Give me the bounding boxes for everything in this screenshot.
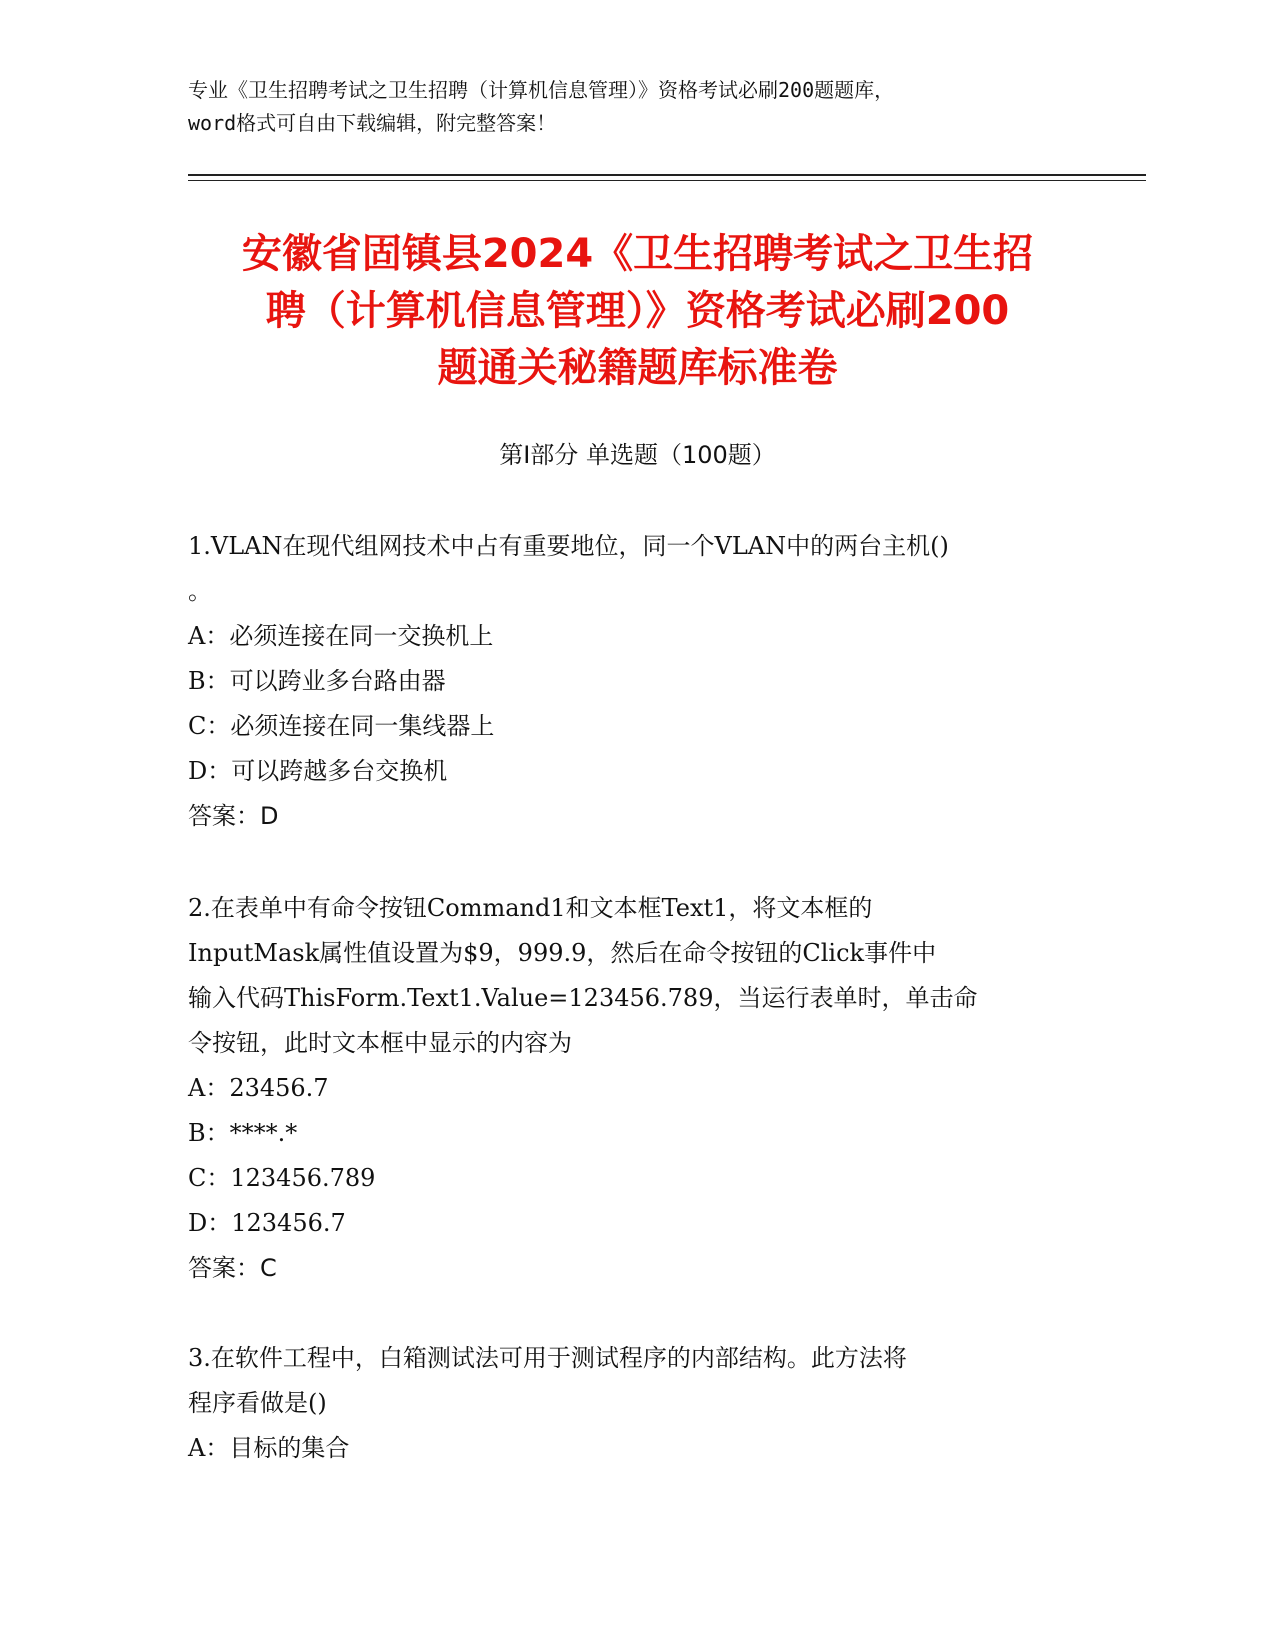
question-2 [188, 886, 1088, 1291]
question-stem-line: 1.VLAN在现代组网技术中占有重要地位，同一个VLAN中的两台主机() [188, 532, 949, 560]
question-1 [188, 524, 1088, 839]
question-stem-line: 。 [188, 577, 212, 605]
option-a: A：目标的集合 [188, 1434, 350, 1462]
title-line-3: 题通关秘籍题库标准卷 [437, 345, 838, 391]
option-d: D：可以跨越多台交换机 [188, 757, 448, 785]
header-line-2: word格式可自由下载编辑，附完整答案！ [188, 111, 557, 135]
question-stem-line: 2.在表单中有命令按钮Command1和文本框Text1，将文本框的 [188, 894, 873, 922]
question-3 [188, 1336, 1088, 1471]
option-d: D：123456.7 [188, 1209, 346, 1237]
header-divider-thick [188, 174, 1146, 176]
option-b: B：****.* [188, 1119, 298, 1147]
header-divider-thin [188, 180, 1146, 181]
title-line-1: 安徽省固镇县2024《卫生招聘考试之卫生招 [241, 231, 1034, 277]
question-stem-line: 输入代码ThisForm.Text1.Value=123456.789，当运行表单时，单击命 [188, 984, 978, 1012]
question-stem-line: 令按钮，此时文本框中显示的内容为 [188, 1029, 572, 1057]
section-title: 第Ⅰ部分 单选题（100题） [499, 441, 776, 469]
answer: 答案：D [188, 802, 279, 830]
title-line-2: 聘（计算机信息管理）》资格考试必刷200 [265, 288, 1010, 334]
option-b: B：可以跨业多台路由器 [188, 667, 446, 695]
document-header [188, 74, 1088, 140]
answer: 答案：C [188, 1254, 277, 1282]
header-line-1: 专业《卫生招聘考试之卫生招聘（计算机信息管理）》资格考试必刷200题题库， [188, 78, 895, 102]
option-a: A：必须连接在同一交换机上 [188, 622, 494, 650]
document-title [150, 226, 1125, 397]
question-stem-line: 程序看做是() [188, 1389, 327, 1417]
option-c: C：123456.789 [188, 1164, 376, 1192]
question-stem-line: 3.在软件工程中，白箱测试法可用于测试程序的内部结构。此方法将 [188, 1344, 907, 1372]
option-a: A：23456.7 [188, 1074, 329, 1102]
option-c: C：必须连接在同一集线器上 [188, 712, 495, 740]
question-stem-line: InputMask属性值设置为$9，999.9，然后在命令按钮的Click事件中 [188, 939, 937, 967]
